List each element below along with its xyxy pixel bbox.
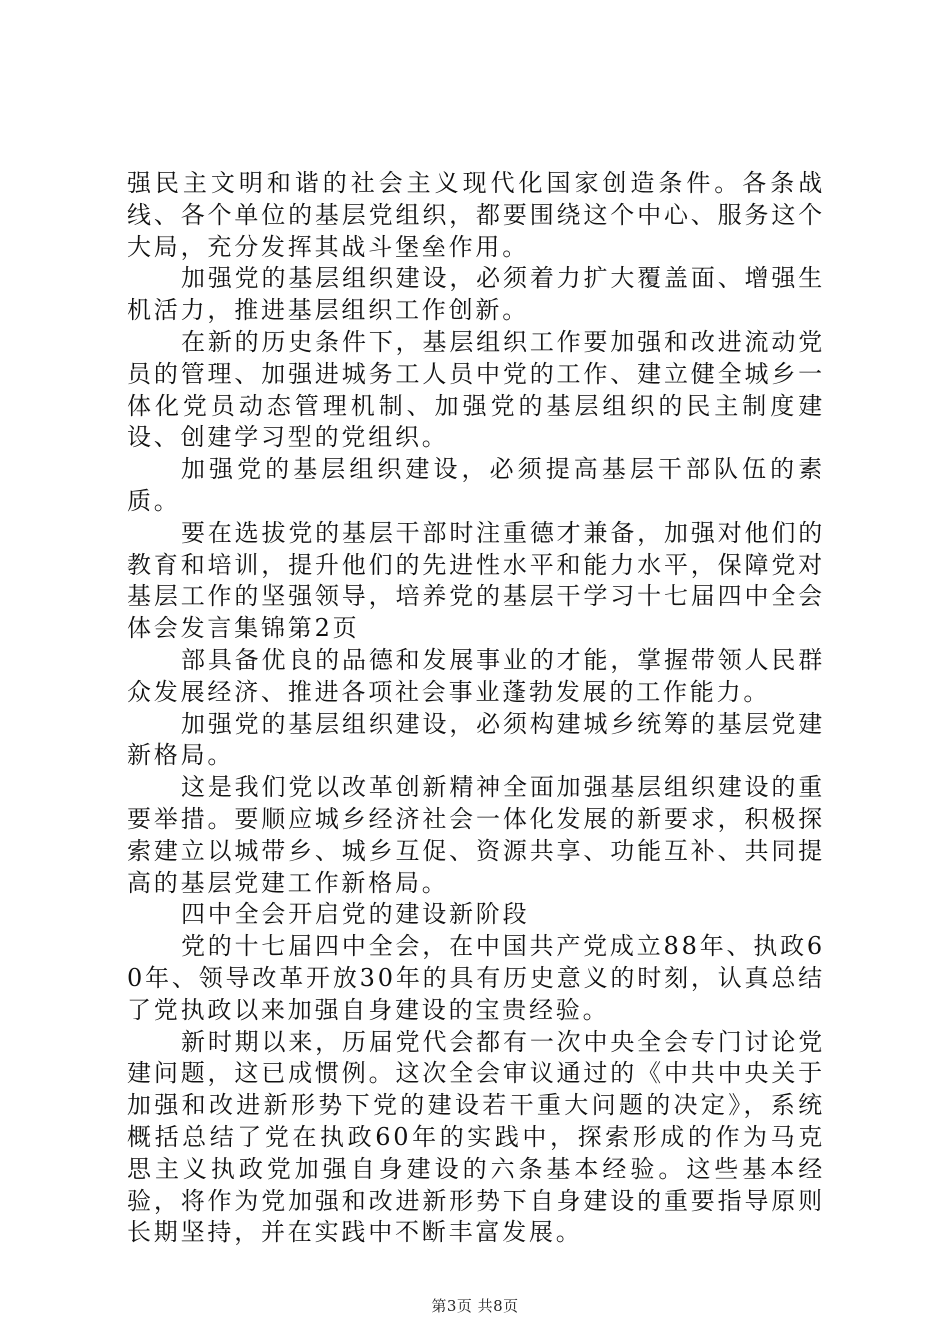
paragraph: 加强党的基层组织建设，必须提高基层干部队伍的素质。 xyxy=(127,455,825,515)
paragraph: 要在选拔党的基层干部时注重德才兼备，加强对他们的教育和培训，提升他们的先进性水平和能力水平，保障党对基层工作的坚强领导，培养党的基层干学习十七届四中全会体会发言集锦第2页 xyxy=(127,518,825,643)
paragraph: 在新的历史条件下，基层组织工作要加强和改进流动党员的管理、加强进城务工人员中党的工作、建立健全城乡一体化党员动态管理机制、加强党的基层组织的民主制度建设、创建学习型的党组织。 xyxy=(127,327,825,452)
paragraph: 新时期以来，历届党代会都有一次中央全会专门讨论党建问题，这已成惯例。这次全会审议通过的《中共中央关于加强和改进新形势下党的建设若干重大问题的决定》，系统概括总结了党在执政60年的实践中，探索形成的作为马克思主义执政党加强自身建设的六条基本经验。这些基本经验，将作为党加强和改进新形势下自身建设的重要指导原则长期坚持，并在实践中不断丰富发展。 xyxy=(127,1027,825,1247)
page-number-footer: 第3页 共8页 xyxy=(431,1297,519,1315)
paragraph: 加强党的基层组织建设，必须构建城乡统筹的基层党建新格局。 xyxy=(127,709,825,770)
document-body xyxy=(127,168,825,1249)
paragraph: 加强党的基层组织建设，必须着力扩大覆盖面、增强生机活力，推进基层组织工作创新。 xyxy=(127,264,825,325)
section-heading: 四中全会开启党的建设新阶段 xyxy=(181,900,530,929)
paragraph: 党的十七届四中全会，在中国共产党成立88年、执政60年、领导改革开放30年的具有历史意义的时刻，认真总结了党执政以来加强自身建设的宝贵经验。 xyxy=(127,932,825,1024)
paragraph: 这是我们党以改革创新精神全面加强基层组织建设的重要举措。要顺应城乡经济社会一体化发展的新要求，积极探索建立以城带乡、城乡互促、资源共享、功能互补、共同提高的基层党建工作新格局。 xyxy=(127,773,825,897)
paragraph: 强民主文明和谐的社会主义现代化国家创造条件。各条战线、各个单位的基层党组织，都要围绕这个中心、服务这个大局，充分发挥其战斗堡垒作用。 xyxy=(127,169,825,261)
paragraph: 部具备优良的品德和发展事业的才能，掌握带领人民群众发展经济、推进各项社会事业蓬勃发展的工作能力。 xyxy=(127,645,825,706)
